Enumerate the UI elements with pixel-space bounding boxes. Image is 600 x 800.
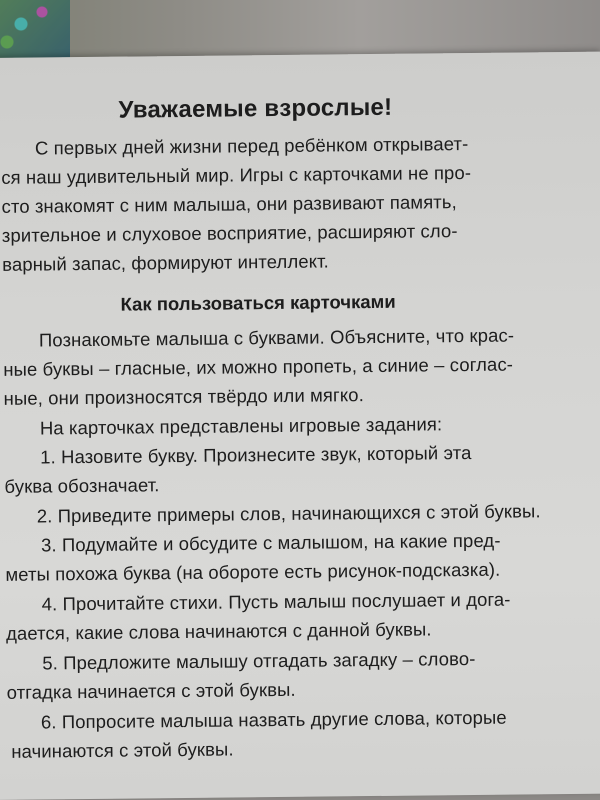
body-line: 1. Назовите букву. Произнесите звук, который эта — [40, 441, 472, 468]
intro-line: С первых дней жизни перед ребёнком открывает- — [34, 132, 469, 159]
body-line: дается, какие слова начинаются с данной буквы. — [5, 618, 432, 644]
intro-line: ся наш удивительный мир. Игры с карточками не про- — [1, 161, 472, 188]
body-line: 4. Прочитайте стихи. Пусть малыш послушает и дога- — [41, 588, 511, 615]
body-line: отгадка начинается с этой буквы. — [6, 678, 296, 703]
body-line: На карточках представлены игровые задания: — [39, 413, 443, 439]
fabric-corner — [0, 0, 70, 60]
body-line: 2. Приведите примеры слов, начинающихся с этой буквы. — [36, 500, 541, 527]
body-line: ные буквы – гласные, их можно пропеть, а синие – соглас- — [3, 353, 514, 380]
body-line: 5. Предложите малышу отгадать загадку – слово- — [42, 647, 476, 674]
body-line: буква обозначает. — [4, 474, 160, 497]
section-subtitle: Как пользоваться карточками — [120, 290, 396, 315]
card-title: Уважаемые взрослые! — [118, 93, 393, 124]
body-line: начинаются с этой буквы. — [11, 738, 234, 762]
intro-line: зрительное и слуховое восприятие, расширяют сло- — [1, 220, 458, 246]
intro-line: сто знакомят с ним малыша, они развивают память, — [1, 191, 457, 217]
body-line: Познакомьте малыша с буквами. Объясните, что крас- — [38, 324, 515, 351]
body-line: 6. Попросите малыша назвать другие слова, которые — [40, 706, 507, 733]
instruction-card — [0, 52, 600, 800]
body-line: меты похожа буква (на обороте есть рисунок-подсказка). — [5, 558, 501, 585]
intro-line: варный запас, формируют интеллект. — [2, 250, 329, 275]
body-line: ные, они произносятся твёрдо или мягко. — [3, 384, 364, 409]
body-line: 3. Подумайте и обсудите с малышом, на какие пред- — [40, 529, 501, 556]
